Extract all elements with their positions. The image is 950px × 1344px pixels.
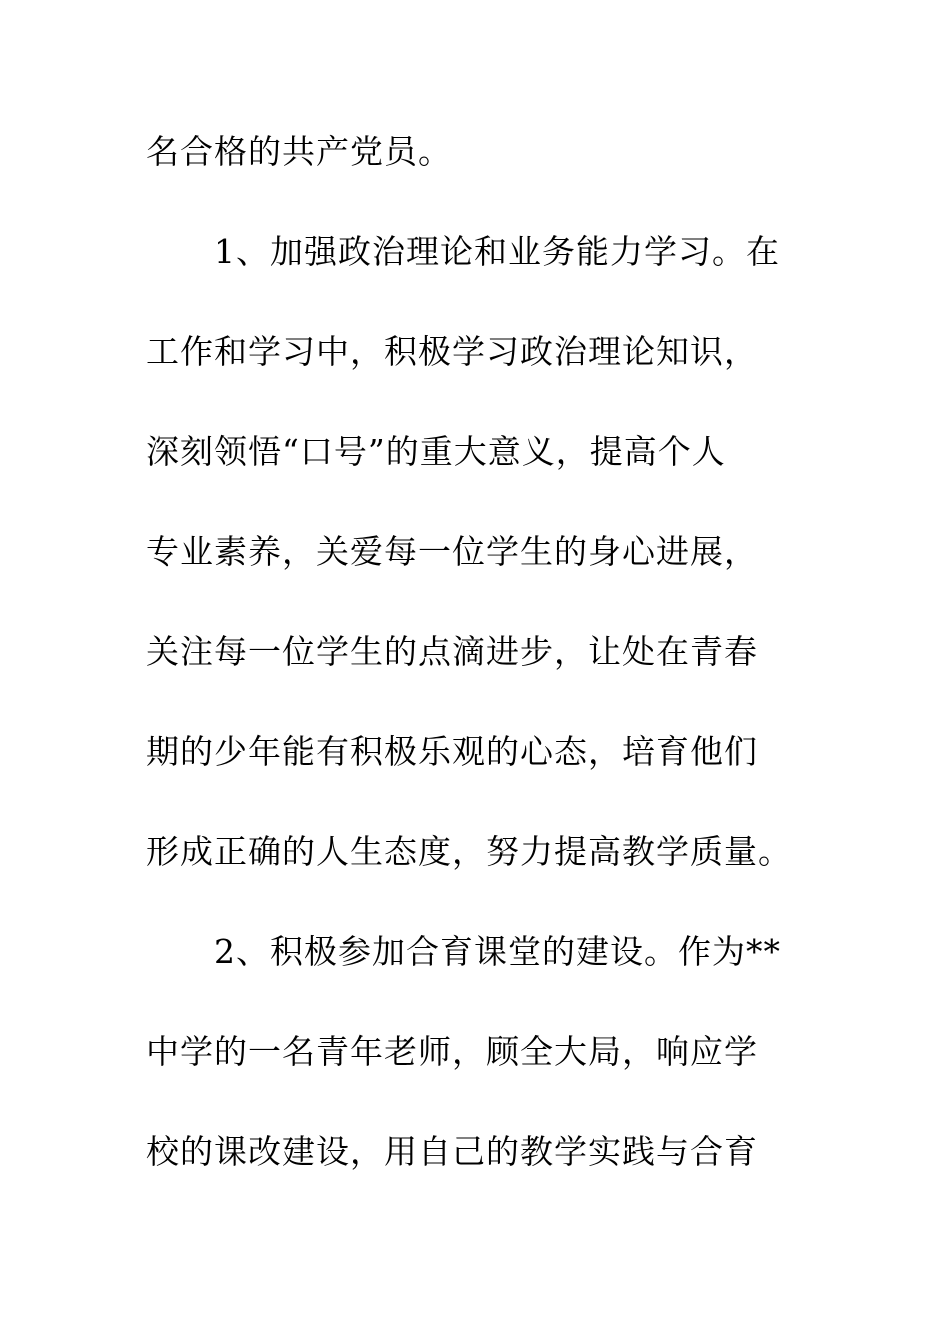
text-line: 关注每一位学生的点滴进步，让处在青春 (146, 632, 758, 671)
paragraph-1-start: 1、加强政治理论和业务能力学习。在 (214, 232, 780, 271)
text-line: 期的少年能有积极乐观的心态，培育他们 (146, 732, 758, 771)
text-line: 校的课改建设，用自己的教学实践与合育 (146, 1132, 758, 1171)
text-line: 专业素养，关爱每一位学生的身心进展， (146, 532, 758, 571)
text-line: 工作和学习中，积极学习政治理论知识， (146, 332, 758, 371)
text-line: 深刻领悟“口号”的重大意义，提高个人 (146, 432, 726, 471)
text-line: 名合格的共产党员。 (146, 132, 452, 171)
text-line: 形成正确的人生态度，努力提高教学质量。 (146, 832, 792, 871)
paragraph-2-start: 2、积极参加合育课堂的建设。作为** (214, 932, 781, 971)
text-line: 中学的一名青年老师，顾全大局，响应学 (146, 1032, 758, 1071)
